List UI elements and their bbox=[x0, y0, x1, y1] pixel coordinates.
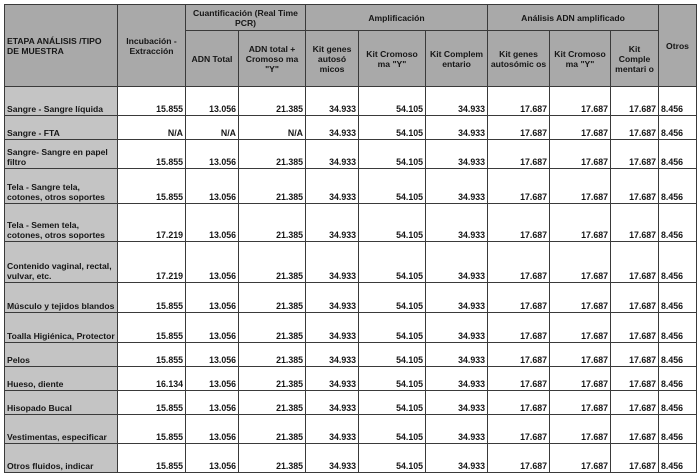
cell-otros: 8.456 bbox=[659, 367, 697, 391]
cell-anal-cromosoma-y: 17.687 bbox=[550, 343, 611, 367]
cell-otros: 8.456 bbox=[659, 242, 697, 283]
cell-anal-cromosoma-y: 17.687 bbox=[550, 116, 611, 140]
row-label: Sangre- Sangre en papel filtro bbox=[5, 140, 118, 169]
row-label: Pelos bbox=[5, 343, 118, 367]
cell-incubacion: 16.134 bbox=[118, 367, 186, 391]
cell-anal-autosomicos: 17.687 bbox=[488, 116, 550, 140]
subheader-adn-total-y: ADN total + Cromoso ma "Y" bbox=[239, 31, 306, 87]
cell-amp-cromosoma-y: 54.105 bbox=[359, 169, 426, 204]
cell-otros: 8.456 bbox=[659, 313, 697, 343]
cell-anal-complementario: 17.687 bbox=[611, 116, 659, 140]
cell-amp-complementario: 34.933 bbox=[426, 204, 488, 242]
row-label: Hueso, diente bbox=[5, 367, 118, 391]
table-row bbox=[5, 169, 697, 204]
cell-adn-total-y: 21.385 bbox=[239, 204, 306, 242]
table-row bbox=[5, 343, 697, 367]
cell-anal-autosomicos: 17.687 bbox=[488, 204, 550, 242]
cell-adn-total-y: 21.385 bbox=[239, 367, 306, 391]
table-row bbox=[5, 313, 697, 343]
cell-adn-total-y: 21.385 bbox=[239, 87, 306, 116]
row-label: Sangre - Sangre líquida bbox=[5, 87, 118, 116]
cell-otros: 8.456 bbox=[659, 116, 697, 140]
cell-amp-cromosoma-y: 54.105 bbox=[359, 313, 426, 343]
cell-amp-complementario: 34.933 bbox=[426, 313, 488, 343]
cell-anal-complementario: 17.687 bbox=[611, 283, 659, 313]
cell-amp-autosomicos: 34.933 bbox=[306, 140, 359, 169]
cell-amp-cromosoma-y: 54.105 bbox=[359, 367, 426, 391]
cell-anal-cromosoma-y: 17.687 bbox=[550, 415, 611, 444]
cell-amp-complementario: 34.933 bbox=[426, 444, 488, 473]
cell-anal-autosomicos: 17.687 bbox=[488, 343, 550, 367]
cell-adn-total: 13.056 bbox=[186, 367, 239, 391]
cell-amp-cromosoma-y: 54.105 bbox=[359, 283, 426, 313]
cell-incubacion: 15.855 bbox=[118, 343, 186, 367]
cell-amp-cromosoma-y: 54.105 bbox=[359, 242, 426, 283]
cell-anal-complementario: 17.687 bbox=[611, 313, 659, 343]
header-cuantificacion: Cuantificación (Real Time PCR) bbox=[186, 5, 306, 31]
cell-anal-cromosoma-y: 17.687 bbox=[550, 169, 611, 204]
cell-otros: 8.456 bbox=[659, 283, 697, 313]
cell-adn-total: 13.056 bbox=[186, 169, 239, 204]
cell-adn-total-y: 21.385 bbox=[239, 343, 306, 367]
header-row-1 bbox=[5, 5, 697, 31]
header-otros: Otros bbox=[659, 5, 697, 87]
subheader-amp-autosomicos: Kit genes autosó micos bbox=[306, 31, 359, 87]
cell-incubacion: 15.855 bbox=[118, 140, 186, 169]
cell-amp-autosomicos: 34.933 bbox=[306, 116, 359, 140]
subheader-amp-complementario: Kit Complem entario bbox=[426, 31, 488, 87]
cell-adn-total: 13.056 bbox=[186, 444, 239, 473]
cell-incubacion: N/A bbox=[118, 116, 186, 140]
cell-amp-autosomicos: 34.933 bbox=[306, 415, 359, 444]
subheader-anal-autosomicos: Kit genes autosómic os bbox=[488, 31, 550, 87]
cell-anal-autosomicos: 17.687 bbox=[488, 87, 550, 116]
row-label: Tela - Sangre tela, cotones, otros soportes bbox=[5, 169, 118, 204]
cell-amp-autosomicos: 34.933 bbox=[306, 169, 359, 204]
cell-incubacion: 17.219 bbox=[118, 242, 186, 283]
header-row-label: ETAPA ANÁLISIS /TIPO DE MUESTRA bbox=[5, 5, 118, 87]
cell-amp-autosomicos: 34.933 bbox=[306, 204, 359, 242]
cell-adn-total-y: 21.385 bbox=[239, 242, 306, 283]
subheader-adn-total: ADN Total bbox=[186, 31, 239, 87]
cell-adn-total-y: 21.385 bbox=[239, 391, 306, 415]
cell-anal-complementario: 17.687 bbox=[611, 343, 659, 367]
cell-amp-autosomicos: 34.933 bbox=[306, 283, 359, 313]
cell-anal-cromosoma-y: 17.687 bbox=[550, 140, 611, 169]
cost-table bbox=[4, 4, 697, 473]
table-row bbox=[5, 116, 697, 140]
cell-adn-total: N/A bbox=[186, 116, 239, 140]
cell-amp-cromosoma-y: 54.105 bbox=[359, 415, 426, 444]
cell-incubacion: 15.855 bbox=[118, 87, 186, 116]
cell-otros: 8.456 bbox=[659, 415, 697, 444]
row-label: Tela - Semen tela, cotones, otros soportes bbox=[5, 204, 118, 242]
cell-amp-autosomicos: 34.933 bbox=[306, 367, 359, 391]
cell-adn-total-y: 21.385 bbox=[239, 313, 306, 343]
table-row bbox=[5, 140, 697, 169]
cell-otros: 8.456 bbox=[659, 140, 697, 169]
cell-amp-cromosoma-y: 54.105 bbox=[359, 140, 426, 169]
cost-table-document bbox=[4, 4, 696, 472]
cell-adn-total: 13.056 bbox=[186, 242, 239, 283]
cell-anal-cromosoma-y: 17.687 bbox=[550, 242, 611, 283]
cell-anal-cromosoma-y: 17.687 bbox=[550, 391, 611, 415]
cell-anal-cromosoma-y: 17.687 bbox=[550, 313, 611, 343]
cell-adn-total-y: N/A bbox=[239, 116, 306, 140]
cell-anal-cromosoma-y: 17.687 bbox=[550, 283, 611, 313]
cell-anal-autosomicos: 17.687 bbox=[488, 313, 550, 343]
cell-anal-complementario: 17.687 bbox=[611, 415, 659, 444]
cell-amp-complementario: 34.933 bbox=[426, 343, 488, 367]
cell-amp-complementario: 34.933 bbox=[426, 415, 488, 444]
row-label: Contenido vaginal, rectal, vulvar, etc. bbox=[5, 242, 118, 283]
cell-incubacion: 17.219 bbox=[118, 204, 186, 242]
cell-anal-cromosoma-y: 17.687 bbox=[550, 444, 611, 473]
cell-adn-total: 13.056 bbox=[186, 283, 239, 313]
cell-anal-cromosoma-y: 17.687 bbox=[550, 367, 611, 391]
cell-amp-complementario: 34.933 bbox=[426, 87, 488, 116]
cell-amp-cromosoma-y: 54.105 bbox=[359, 444, 426, 473]
cell-anal-complementario: 17.687 bbox=[611, 444, 659, 473]
cell-adn-total-y: 21.385 bbox=[239, 415, 306, 444]
cell-anal-autosomicos: 17.687 bbox=[488, 367, 550, 391]
cell-incubacion: 15.855 bbox=[118, 313, 186, 343]
header-amplificacion: Amplificación bbox=[306, 5, 488, 31]
cell-anal-complementario: 17.687 bbox=[611, 242, 659, 283]
cell-amp-autosomicos: 34.933 bbox=[306, 391, 359, 415]
cell-anal-cromosoma-y: 17.687 bbox=[550, 204, 611, 242]
cell-adn-total: 13.056 bbox=[186, 391, 239, 415]
row-label: Toalla Higiénica, Protector bbox=[5, 313, 118, 343]
row-label: Vestimentas, especificar bbox=[5, 415, 118, 444]
row-label: Otros fluidos, indicar bbox=[5, 444, 118, 473]
row-label: Músculo y tejidos blandos bbox=[5, 283, 118, 313]
cell-incubacion: 15.855 bbox=[118, 444, 186, 473]
subheader-amp-cromosoma-y: Kit Cromoso ma "Y" bbox=[359, 31, 426, 87]
cell-amp-complementario: 34.933 bbox=[426, 116, 488, 140]
table-row bbox=[5, 415, 697, 444]
cell-amp-cromosoma-y: 54.105 bbox=[359, 204, 426, 242]
table-row bbox=[5, 204, 697, 242]
cell-otros: 8.456 bbox=[659, 391, 697, 415]
cell-adn-total: 13.056 bbox=[186, 140, 239, 169]
cell-incubacion: 15.855 bbox=[118, 391, 186, 415]
cell-anal-autosomicos: 17.687 bbox=[488, 140, 550, 169]
cell-amp-complementario: 34.933 bbox=[426, 169, 488, 204]
cell-amp-cromosoma-y: 54.105 bbox=[359, 116, 426, 140]
cell-otros: 8.456 bbox=[659, 204, 697, 242]
cell-otros: 8.456 bbox=[659, 169, 697, 204]
cell-amp-cromosoma-y: 54.105 bbox=[359, 87, 426, 116]
cell-anal-complementario: 17.687 bbox=[611, 169, 659, 204]
cell-amp-complementario: 34.933 bbox=[426, 367, 488, 391]
cell-adn-total-y: 21.385 bbox=[239, 283, 306, 313]
cell-adn-total: 13.056 bbox=[186, 87, 239, 116]
cell-adn-total: 13.056 bbox=[186, 415, 239, 444]
cell-anal-autosomicos: 17.687 bbox=[488, 242, 550, 283]
cell-incubacion: 15.855 bbox=[118, 169, 186, 204]
header-incubacion: Incubación - Extracción bbox=[118, 5, 186, 87]
cell-adn-total-y: 21.385 bbox=[239, 444, 306, 473]
cell-amp-autosomicos: 34.933 bbox=[306, 444, 359, 473]
cell-anal-autosomicos: 17.687 bbox=[488, 283, 550, 313]
cell-adn-total: 13.056 bbox=[186, 343, 239, 367]
cell-adn-total: 13.056 bbox=[186, 313, 239, 343]
cell-anal-complementario: 17.687 bbox=[611, 204, 659, 242]
table-row bbox=[5, 87, 697, 116]
table-row bbox=[5, 391, 697, 415]
cell-anal-autosomicos: 17.687 bbox=[488, 415, 550, 444]
cell-anal-autosomicos: 17.687 bbox=[488, 391, 550, 415]
cell-anal-cromosoma-y: 17.687 bbox=[550, 87, 611, 116]
row-label: Sangre - FTA bbox=[5, 116, 118, 140]
cell-amp-complementario: 34.933 bbox=[426, 242, 488, 283]
cell-adn-total: 13.056 bbox=[186, 204, 239, 242]
cell-anal-complementario: 17.687 bbox=[611, 391, 659, 415]
cell-anal-complementario: 17.687 bbox=[611, 367, 659, 391]
cell-anal-autosomicos: 17.687 bbox=[488, 444, 550, 473]
table-row bbox=[5, 242, 697, 283]
cell-anal-autosomicos: 17.687 bbox=[488, 169, 550, 204]
cell-incubacion: 15.855 bbox=[118, 415, 186, 444]
cell-otros: 8.456 bbox=[659, 343, 697, 367]
cell-amp-autosomicos: 34.933 bbox=[306, 87, 359, 116]
cell-incubacion: 15.855 bbox=[118, 283, 186, 313]
cell-otros: 8.456 bbox=[659, 444, 697, 473]
cell-amp-cromosoma-y: 54.105 bbox=[359, 343, 426, 367]
table-row bbox=[5, 444, 697, 473]
cell-amp-complementario: 34.933 bbox=[426, 283, 488, 313]
cell-amp-autosomicos: 34.933 bbox=[306, 343, 359, 367]
cell-amp-cromosoma-y: 54.105 bbox=[359, 391, 426, 415]
cell-amp-autosomicos: 34.933 bbox=[306, 313, 359, 343]
subheader-anal-complementario: Kit Comple mentari o bbox=[611, 31, 659, 87]
cell-amp-autosomicos: 34.933 bbox=[306, 242, 359, 283]
cell-anal-complementario: 17.687 bbox=[611, 87, 659, 116]
cell-adn-total-y: 21.385 bbox=[239, 169, 306, 204]
header-analisis: Análisis ADN amplificado bbox=[488, 5, 659, 31]
cell-amp-complementario: 34.933 bbox=[426, 140, 488, 169]
cell-otros: 8.456 bbox=[659, 87, 697, 116]
cell-adn-total-y: 21.385 bbox=[239, 140, 306, 169]
table-row bbox=[5, 283, 697, 313]
cell-amp-complementario: 34.933 bbox=[426, 391, 488, 415]
subheader-anal-cromosoma-y: Kit Cromoso ma "Y" bbox=[550, 31, 611, 87]
row-label: Hisopado Bucal bbox=[5, 391, 118, 415]
table-body bbox=[5, 87, 697, 473]
cell-anal-complementario: 17.687 bbox=[611, 140, 659, 169]
table-row bbox=[5, 367, 697, 391]
